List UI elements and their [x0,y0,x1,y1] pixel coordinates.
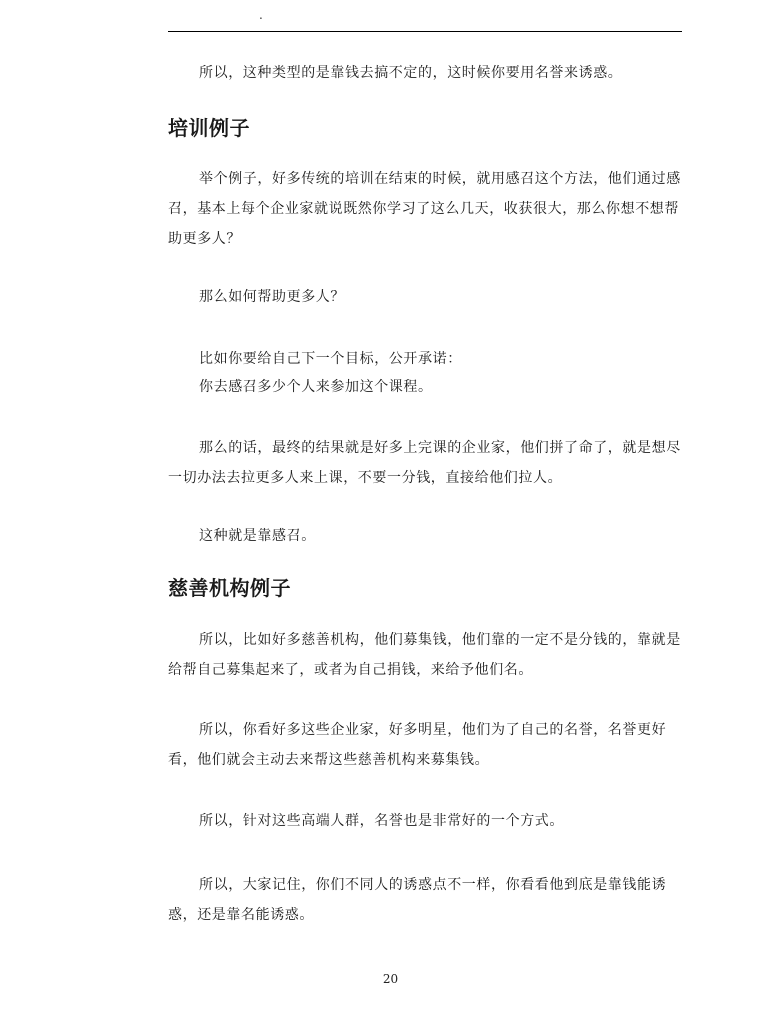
paragraph-8: 所以，你看好多这些企业家，好多明星，他们为了自己的名誉，名誉更好看，他们就会主动去来帮这些慈善机构来募集钱。 [168,722,667,768]
paragraph-10: 所以，大家记住，你们不同人的诱惑点不一样，你看看他到底是靠钱能诱惑，还是靠名能诱惑。 [168,877,667,923]
paragraph-5: 那么的话，最终的结果就是好多上完课的企业家，他们拼了命了，就是想尽一切办法去拉更多人来上课，不要一分钱，直接给他们拉人。 [168,440,681,486]
paragraph-2: 举个例子，好多传统的培训在结束的时候，就用感召这个方法，他们通过感召，基本上每个企业家就说既然你学习了这么几天，收获很大，那么你想不想帮助更多人？ [168,171,681,247]
paragraph-7: 所以，比如好多慈善机构，他们募集钱，他们靠的一定不是分钱的，靠就是给帮自己募集起来了，或者为自己捐钱，来给予他们名。 [168,632,681,678]
header-mark: . [259,8,263,22]
heading-training-example: 培训例子 [168,116,250,140]
paragraph-4b: 你去感召多少个人来参加这个课程。 [199,379,433,395]
paragraph-4a: 比如你要给自己下一个目标，公开承诺： [199,351,462,367]
paragraph-6: 这种就是靠感召。 [199,528,316,544]
paragraph-1: 所以，这种类型的是靠钱去搞不定的，这时候你要用名誉来诱惑。 [199,65,623,81]
heading-charity-example: 慈善机构例子 [168,576,291,600]
header-rule [168,31,682,32]
paragraph-9: 所以，针对这些高端人群，名誉也是非常好的一个方式。 [199,813,564,829]
page-number: 20 [382,972,399,986]
paragraph-3: 那么如何帮助更多人？ [199,289,345,305]
